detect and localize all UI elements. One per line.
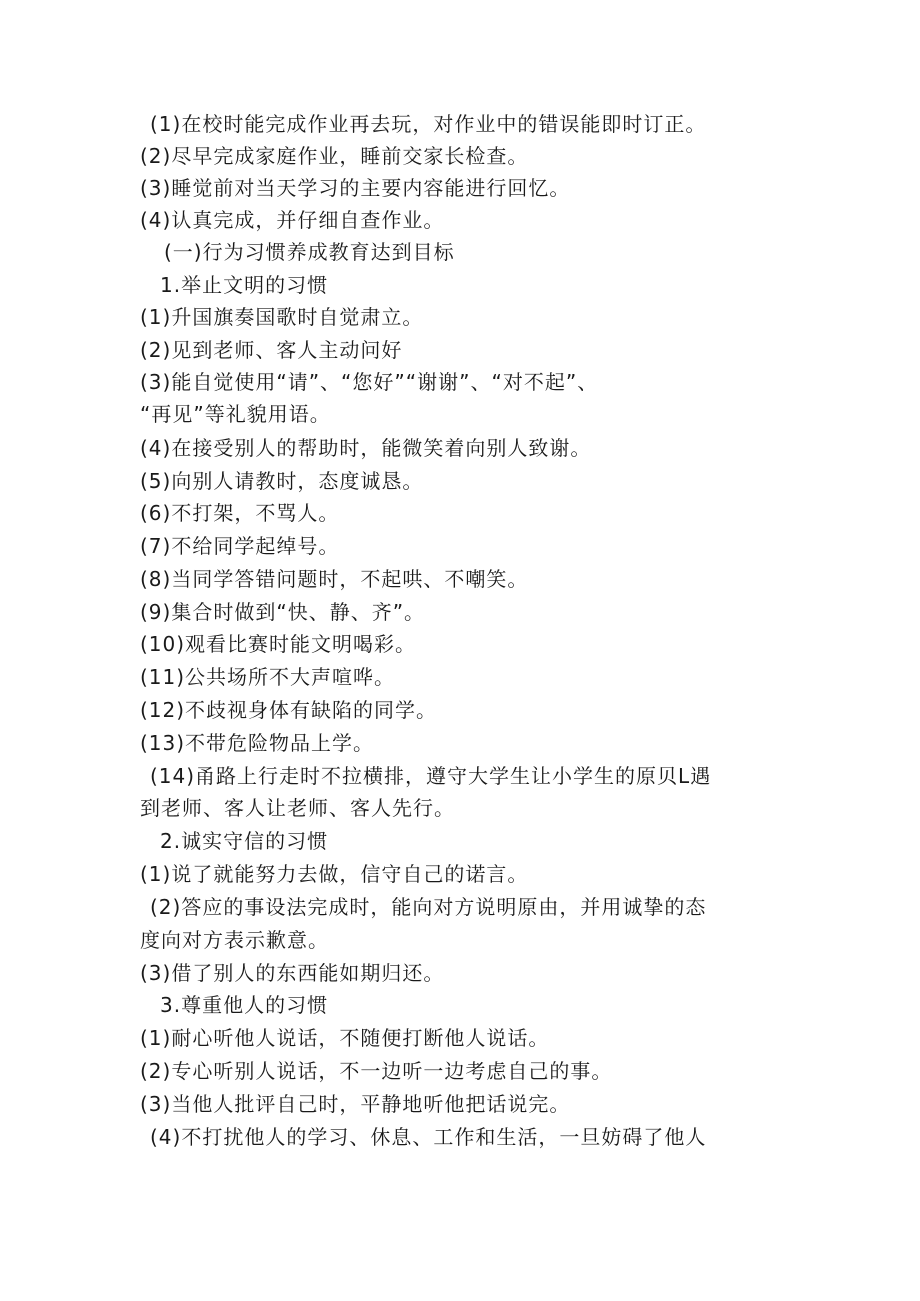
paragraph-line: (1)耐心听他人说话，不随便打断他人说话。 bbox=[140, 1026, 550, 1050]
paragraph-line: (1)说了就能努力去做，信守自己的诺言。 bbox=[140, 862, 529, 886]
paragraph-line: (8)当同学答错问题时，不起哄、不嘲笑。 bbox=[140, 567, 529, 591]
paragraph-line: (11)公共场所不大声喧哗。 bbox=[140, 665, 396, 689]
subsection-heading: 3.尊重他人的习惯 bbox=[160, 993, 329, 1017]
paragraph-line: (4)认真完成，并仔细自查作业。 bbox=[140, 208, 445, 232]
paragraph-line: (1)升国旗奏国歌时自觉肃立。 bbox=[140, 305, 424, 329]
paragraph-line: (13)不带危险物品上学。 bbox=[140, 731, 375, 755]
paragraph-line: (7)不给同学起绰号。 bbox=[140, 534, 340, 558]
paragraph-line: (3)借了别人的东西能如期归还。 bbox=[140, 961, 445, 985]
paragraph-line: (5)向别人请教时，态度诚恳。 bbox=[140, 469, 424, 493]
paragraph-line: (12)不歧视身体有缺陷的同学。 bbox=[140, 698, 438, 722]
paragraph-line: (2)尽早完成家庭作业，睡前交家长检查。 bbox=[140, 144, 529, 168]
paragraph-line: (4)在接受别人的帮助时，能微笑着向别人致谢。 bbox=[140, 436, 592, 460]
paragraph-line: (1)在校时能完成作业再去玩，对作业中的错误能即时订正。 bbox=[150, 112, 707, 136]
paragraph-line: “再见”等礼貌用语。 bbox=[140, 402, 331, 426]
paragraph-line: (3)能自觉使用“请”、“您好”“谢谢”、“对不起”、 bbox=[140, 370, 599, 394]
section-heading: (一)行为习惯养成教育达到目标 bbox=[164, 240, 455, 264]
paragraph-line: 到老师、客人让老师、客人先行。 bbox=[140, 796, 455, 820]
paragraph-line: (2)答应的事设法完成时，能向对方说明原由，并用诚挚的态 bbox=[150, 895, 707, 919]
paragraph-line: (2)见到老师、客人主动问好 bbox=[140, 338, 403, 362]
paragraph-line: (3)当他人批评自己时，平静地听他把话说完。 bbox=[140, 1092, 571, 1116]
subsection-heading: 2.诚实守信的习惯 bbox=[160, 829, 329, 853]
subsection-heading: 1.举止文明的习惯 bbox=[160, 273, 329, 297]
paragraph-line: (14)甬路上行走时不拉横排，遵守大学生让小学生的原贝L遇 bbox=[150, 764, 712, 788]
paragraph-line: (9)集合时做到“快、静、齐”。 bbox=[140, 600, 426, 624]
paragraph-line: 度向对方表示歉意。 bbox=[140, 928, 329, 952]
paragraph-line: (2)专心听别人说话，不一边听一边考虑自己的事。 bbox=[140, 1059, 613, 1083]
paragraph-line: (10)观看比赛时能文明喝彩。 bbox=[140, 632, 417, 656]
paragraph-line: (6)不打架，不骂人。 bbox=[140, 501, 340, 525]
paragraph-line: (3)睡觉前对当天学习的主要内容能进行回忆。 bbox=[140, 176, 571, 200]
paragraph-line: (4)不打扰他人的学习、休息、工作和生活，一旦妨碍了他人 bbox=[150, 1125, 707, 1149]
